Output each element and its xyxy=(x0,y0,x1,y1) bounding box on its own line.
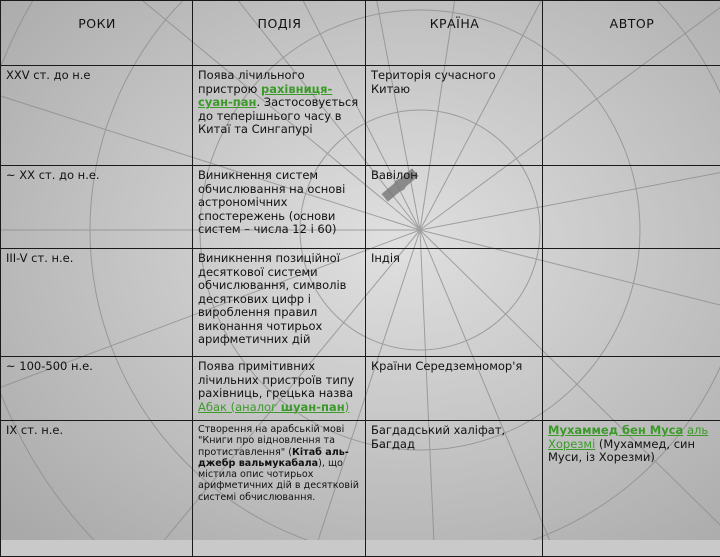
event-cell: Виникнення позиційної десяткової системи обчислювання, символів десяткових цифр і вироблення правил виконання чотирьох арифметичних дій xyxy=(193,249,366,357)
event-cell xyxy=(193,66,366,166)
author-cell xyxy=(543,357,720,421)
event-cell: Виникнення систем обчислювання на основі астрономічних спостережень (основи систем – числа 12 і 60) xyxy=(193,166,366,249)
table-row xyxy=(1,357,720,421)
table-row xyxy=(1,66,720,166)
table-row xyxy=(1,166,720,249)
event-text: . Застосовується до теперішнього часу в Китаї та Сингапурі xyxy=(198,95,358,136)
country-cell: Вавілон xyxy=(366,166,543,249)
country-cell: Багдадський халіфат, Багдад xyxy=(366,421,543,557)
country-cell: Індія xyxy=(366,249,543,357)
event-cell xyxy=(193,357,366,421)
event-text: Поява лічильного пристрою xyxy=(198,68,305,96)
country-cell: Країни Середземномор'я xyxy=(366,357,543,421)
author-cell xyxy=(543,66,720,166)
year-cell: IX ст. н.е. xyxy=(1,421,193,557)
author-text: (Мухаммед, син Муси, із Хорезми) xyxy=(548,437,695,465)
event-text: Поява примітивних лічильних пристроїв типу рахівниць, грецька назва xyxy=(198,359,354,400)
header-author: АВТОР xyxy=(543,1,720,66)
author-cell xyxy=(543,421,720,557)
event-text: Створення на арабській мові "Книги про відновлення та протиставлення" ( xyxy=(198,424,344,458)
year-cell: ~ XX ст. до н.е. xyxy=(1,166,193,249)
author-name-link[interactable]: Мухаммед бен Муса xyxy=(548,423,683,437)
event-text: ), що містила опис чотирьох арифметичних дій в десятковій системі обчислювання. xyxy=(198,458,359,503)
author-cell xyxy=(543,166,720,249)
abak-link[interactable]: Абак (аналог xyxy=(198,400,281,414)
event-cell xyxy=(193,421,366,557)
header-country: КРАЇНА xyxy=(366,1,543,66)
abak-link-end[interactable]: ) xyxy=(345,400,350,414)
header-row xyxy=(1,1,720,66)
table-row xyxy=(1,421,720,557)
year-cell: ~ 100-500 н.е. xyxy=(1,357,193,421)
table-row xyxy=(1,249,720,357)
header-years: РОКИ xyxy=(1,1,193,66)
year-cell: III-V ст. н.е. xyxy=(1,249,193,357)
shuan-pan-link[interactable]: шуан-пан xyxy=(281,400,345,414)
header-event: ПОДІЯ xyxy=(193,1,366,66)
author-cell xyxy=(543,249,720,357)
book-title: Кітаб аль-джебр вальмукабала xyxy=(198,447,349,469)
year-cell: XXV ст. до н.е xyxy=(1,66,193,166)
country-cell: Територія сучасного Китаю xyxy=(366,66,543,166)
al-khorezmi-link[interactable]: аль Хорезмі xyxy=(548,423,708,451)
suan-pan-link[interactable]: рахівниця-суан-пан xyxy=(198,82,332,110)
